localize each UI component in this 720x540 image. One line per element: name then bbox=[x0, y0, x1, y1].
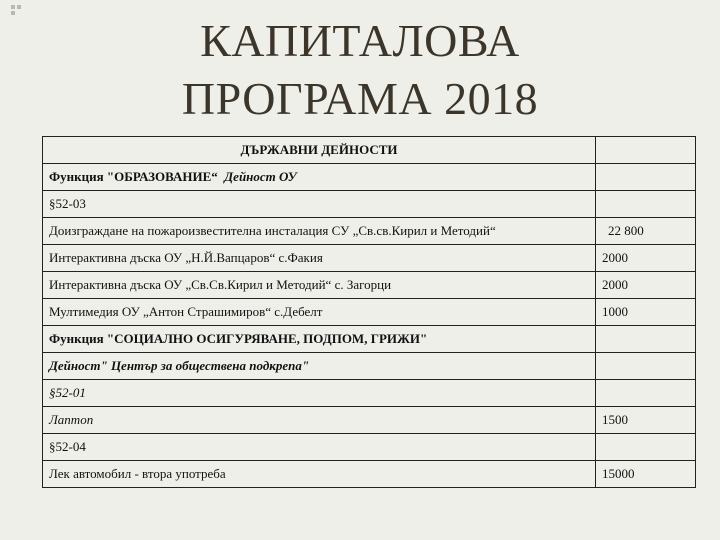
item-value: 22 800 bbox=[596, 218, 696, 245]
paragraph-code: §52-04 bbox=[43, 434, 596, 461]
table-row bbox=[43, 191, 696, 218]
table-cell-value bbox=[596, 353, 696, 380]
item-label: Интерактивна дъска ОУ „Св.Св.Кирил и Методий“ с. Загорци bbox=[43, 272, 596, 299]
item-label: Лаптоп bbox=[43, 407, 596, 434]
item-value: 2000 bbox=[596, 272, 696, 299]
item-value: 1500 bbox=[596, 407, 696, 434]
function-social-label: Функция "СОЦИАЛНО ОСИГУРЯВАНЕ, ПОДПОМ, ГРИЖИ" bbox=[43, 326, 596, 353]
item-value: 2000 bbox=[596, 245, 696, 272]
item-label: Мултимедия ОУ „Антон Страшимиров“ с.Дебелт bbox=[43, 299, 596, 326]
capital-program-table bbox=[42, 136, 696, 488]
item-label: Лек автомобил - втора употреба bbox=[43, 461, 596, 488]
activity-center-label: Дейност" Център за обществена подкрепа" bbox=[43, 353, 596, 380]
table-row bbox=[43, 164, 696, 191]
table-cell-value bbox=[596, 434, 696, 461]
table-cell-value bbox=[596, 164, 696, 191]
table-row bbox=[43, 326, 696, 353]
function-education-cell bbox=[43, 164, 596, 191]
paragraph-code: §52-03 bbox=[43, 191, 596, 218]
table-header: ДЪРЖАВНИ ДЕЙНОСТИ bbox=[43, 137, 596, 164]
table-row bbox=[43, 353, 696, 380]
table-row bbox=[43, 299, 696, 326]
function-education-label: Функция "ОБРАЗОВАНИЕ“ bbox=[49, 169, 218, 184]
paragraph-code: §52-01 bbox=[43, 380, 596, 407]
table-row bbox=[43, 245, 696, 272]
activity-ou-label: Дейност ОУ bbox=[224, 169, 297, 184]
table-row bbox=[43, 407, 696, 434]
table-row bbox=[43, 461, 696, 488]
table-header-row bbox=[43, 137, 696, 164]
title-line-2: ПРОГРАМА 2018 bbox=[181, 73, 539, 124]
title-line-1: КАПИТАЛОВА bbox=[200, 15, 520, 66]
item-value: 1000 bbox=[596, 299, 696, 326]
table-cell-value bbox=[596, 326, 696, 353]
table-row bbox=[43, 380, 696, 407]
table-cell-value bbox=[596, 380, 696, 407]
table-row bbox=[43, 272, 696, 299]
item-label: Доизграждане на пожароизвестителна инсталация СУ „Св.св.Кирил и Методий“ bbox=[43, 218, 596, 245]
page-title bbox=[0, 12, 720, 128]
table-cell-value bbox=[596, 191, 696, 218]
table-row bbox=[43, 434, 696, 461]
item-label: Интерактивна дъска ОУ „Н.Й.Вапцаров“ с.Факия bbox=[43, 245, 596, 272]
item-value: 15000 bbox=[596, 461, 696, 488]
table-cell-value bbox=[596, 137, 696, 164]
table-row bbox=[43, 218, 696, 245]
